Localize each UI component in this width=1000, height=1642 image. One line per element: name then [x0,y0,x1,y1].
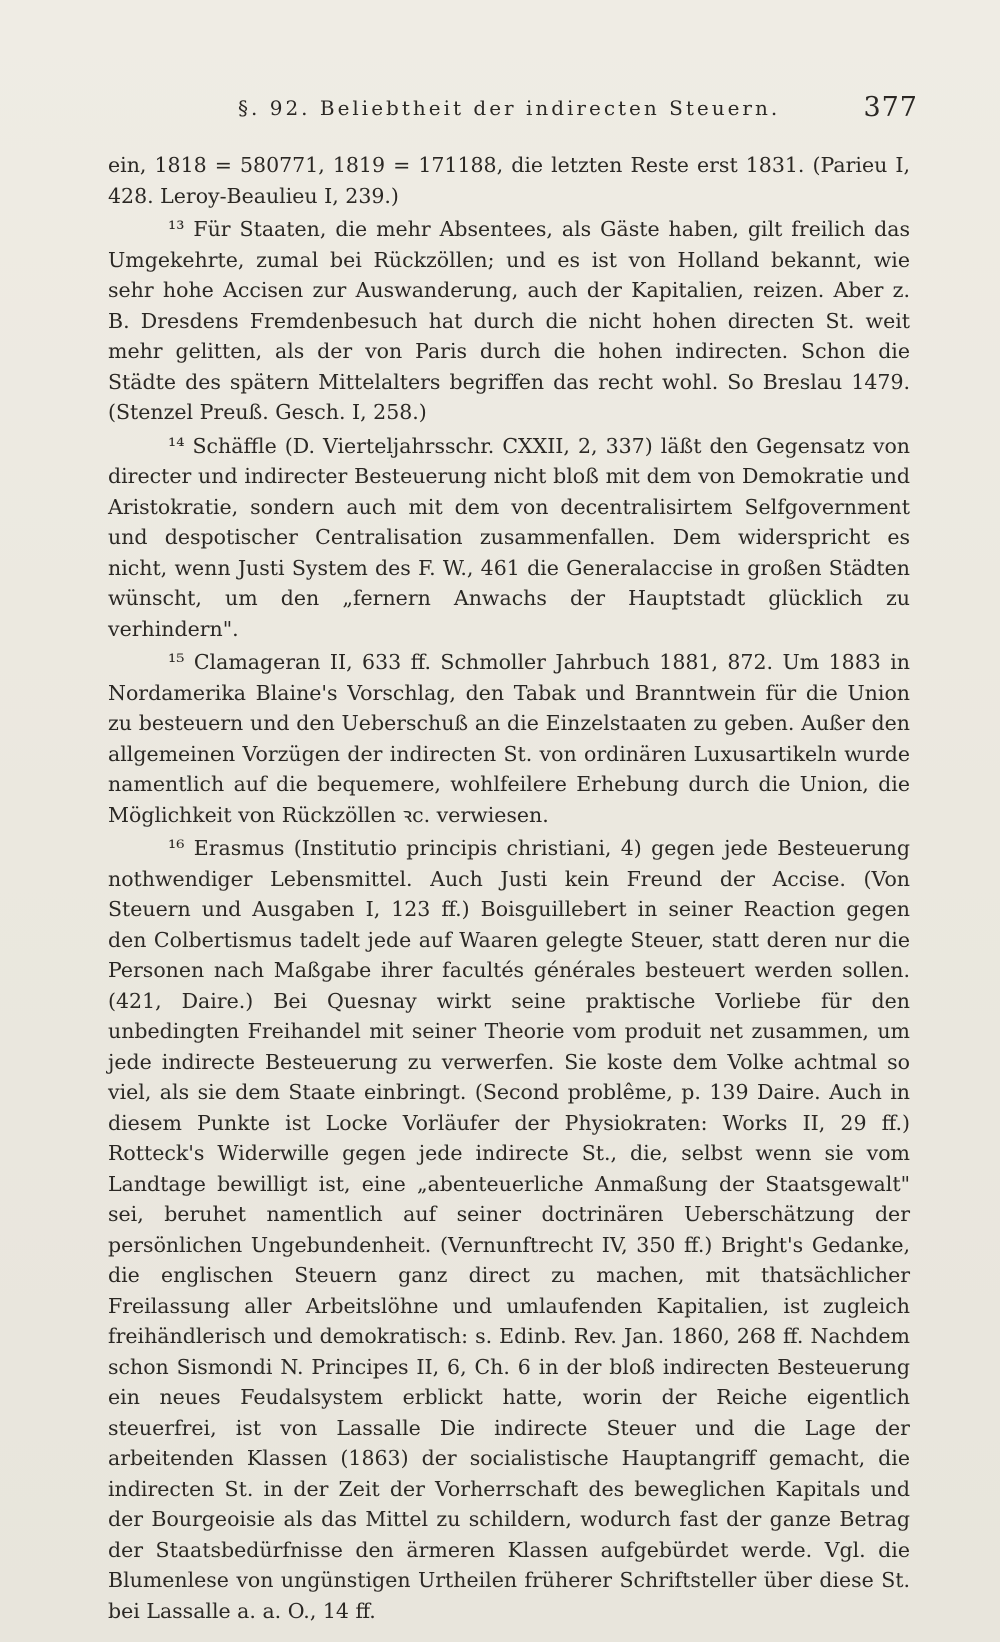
footnote-15: ¹⁵ Clamageran II, 633 ff. Schmoller Jahrbuch 1881, 872. Um 1883 in Nordamerika Blaine's Vorschlag, den Tabak und Branntwein für die Union zu besteuern und den Ueberschuß an die Einzelstaaten zu geben. Außer den allgemeinen Vorzügen der indirecten St. von ordinären Luxusartikeln wurde namentlich auf die bequemere, wohlfeilere Erhebung durch die Union, die Möglichkeit von Rückzöllen ꝛc. verwiesen. [108,650,910,827]
running-header [238,92,918,132]
page-number: 377 [863,92,918,123]
footnote-13: ¹³ Für Staaten, die mehr Absentees, als Gäste haben, gilt freilich das Umgekehrte, zumal bei Rückzöllen; und es ist von Holland bekannt, wie sehr hohe Accisen zur Auswanderung, auch der Kapitalien, reizen. Aber z. B. Dresdens Fremdenbesuch hat durch die nicht hohen directen St. weit mehr gelitten, als der von Paris durch die hohen indirecten. Schon die Städte des spätern Mittelalters begriffen das recht wohl. So Breslau 1479. (Stenzel Preuß. Gesch. I, 258.) [108,217,910,424]
page-body [108,150,910,1626]
header-title: §. 92. Beliebtheit der indirecten Steuern. [238,96,781,120]
footnote-16: ¹⁶ Erasmus (Institutio principis christiani, 4) gegen jede Besteuerung nothwendiger Lebensmittel. Auch Justi kein Freund der Accise. (Von Steuern und Ausgaben I, 123 ff.) Boisguillebert in seiner Reaction gegen den Colbertismus tadelt jede auf Waaren gelegte Steuer, statt deren nur die Personen nach Maßgabe ihrer facultés générales besteuert werden sollen. (421, Daire.) Bei Quesnay wirkt seine praktische Vorliebe für den unbedingten Freihandel mit seiner Theorie vom produit net zusammen, um jede indirecte Besteuerung zu verwerfen. Sie koste dem Volke achtmal so viel, als sie dem Staate einbringt. (Second problême, p. 139 Daire. Auch in diesem Punkte ist Locke Vorläufer der Physiokraten: Works II, 29 ff.) Rotteck's Widerwille gegen jede indirecte St., die, selbst wenn sie vom Landtage bewilligt ist, eine „abenteuerliche Anmaßung der Staatsgewalt" sei, beruhet namentlich auf seiner doctrinären Ueberschätzung der persönlichen Ungebundenheit. (Vernunftrecht IV, 350 ff.) Bright's Gedanke, die englischen Steuern ganz direct zu machen, mit thatsächlicher Freilassung aller Arbeitslöhne und umlaufenden Kapitalien, ist zugleich freihändlerisch und demokratisch: s. Edinb. Rev. Jan. 1860, 268 ff. Nachdem schon Sismondi N. Principes II, 6, Ch. 6 in der bloß indirecten Besteuerung ein neues Feudalsystem erblickt hatte, worin der Reiche eigentlich steuerfrei, ist von Lassalle Die indirecte Steuer und die Lage der arbeitenden Klassen (1863) der socialistische Hauptangriff gemacht, die indirecten St. in der Zeit der Vorherrschaft des beweglichen Kapitals und der Bourgeoisie als das Mittel zu schildern, wodurch fast der ganze Betrag der Staatsbedürfnisse den ärmeren Klassen aufgebürdet werde. Vgl. die Blumenlese von ungünstigen Urtheilen früherer Schriftsteller über diese St. bei Lassalle a. a. O., 14 ff. [108,836,910,1623]
paragraph-continuation: ein, 1818 = 580771, 1819 = 171188, die letzten Reste erst 1831. (Parieu I, 428. Leroy-Beaulieu I, 239.) [108,153,910,208]
footnote-14: ¹⁴ Schäffle (D. Vierteljahrsschr. CXXII, 2, 337) läßt den Gegensatz von directer und indirecter Besteuerung nicht bloß mit dem von Demokratie und Aristokratie, sondern auch mit dem von decentralisirtem Selfgovernment und despotischer Centralisation zusammenfallen. Dem widerspricht es nicht, wenn Justi System des F. W., 461 die Generalaccise in großen Städten wünscht, um den „fernern Anwachs der Hauptstadt glücklich zu verhindern". [108,433,910,641]
